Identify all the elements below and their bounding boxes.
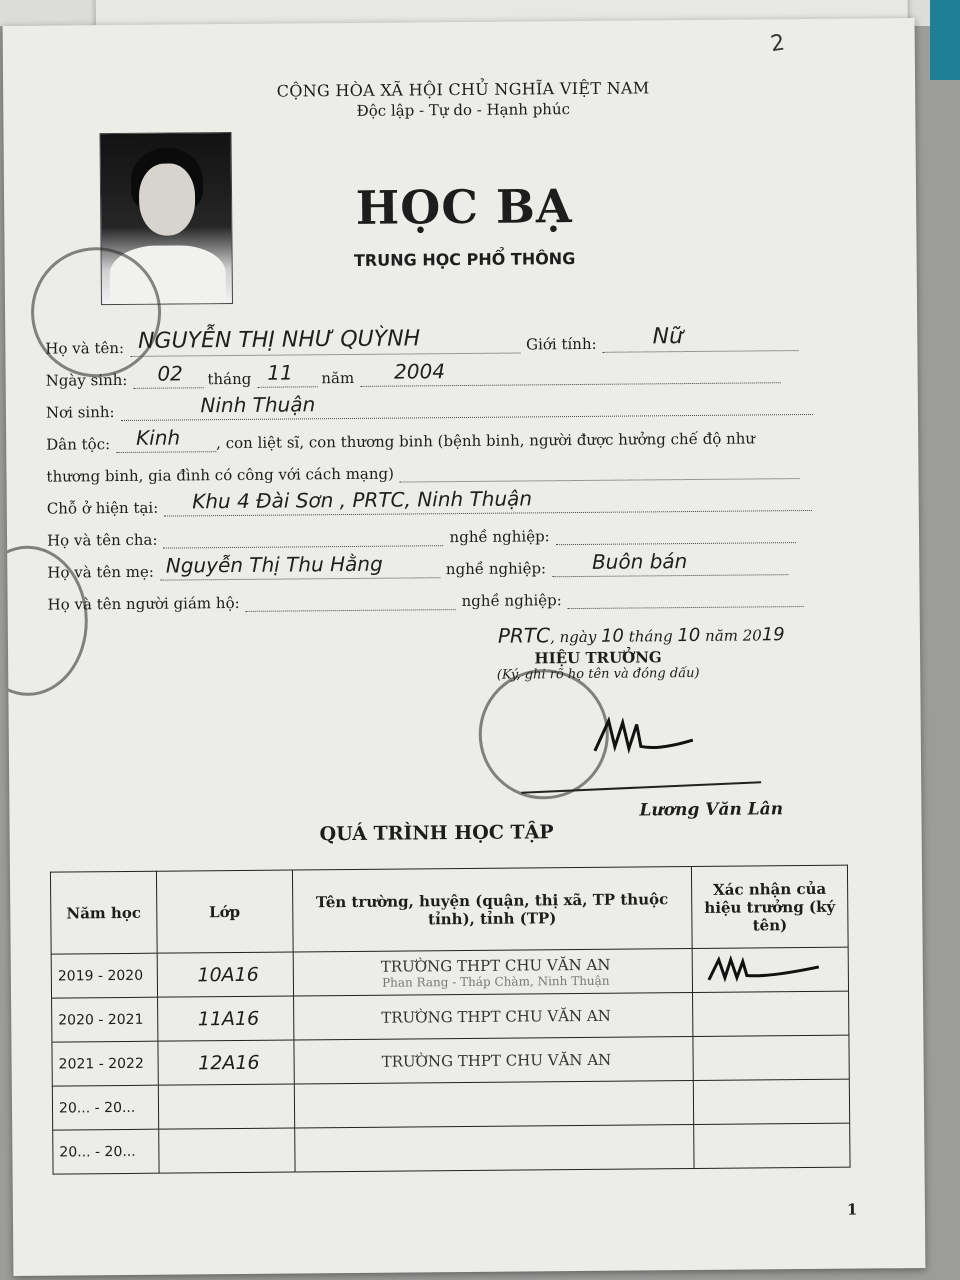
row-year: 20... - 20... bbox=[53, 1129, 159, 1174]
principal-block bbox=[448, 648, 748, 684]
ethnicity-row bbox=[46, 425, 756, 454]
nation-name: CỘNG HÒA XÃ HỘI CHỦ NGHĨA VIỆT NAM bbox=[276, 78, 650, 101]
birthplace-row bbox=[45, 392, 813, 422]
issue-year-label: năm 20 bbox=[705, 626, 762, 645]
row-class: 12A16 bbox=[158, 1040, 294, 1085]
row-class bbox=[158, 1084, 294, 1129]
issue-date-line bbox=[498, 621, 785, 648]
principal-note: (Ký, ghi rõ họ tên và đóng dấu) bbox=[496, 665, 700, 683]
table-row bbox=[52, 1079, 849, 1130]
national-motto: Độc lập - Tự do - Hạnh phúc bbox=[356, 100, 571, 120]
name-row bbox=[45, 324, 798, 358]
month-label: tháng bbox=[207, 369, 252, 389]
document-title: HỌC BẠ bbox=[355, 179, 573, 235]
header-school-year: Năm học bbox=[50, 871, 157, 954]
birthplace-label: Nơi sinh: bbox=[45, 403, 115, 422]
table-row bbox=[52, 1035, 849, 1086]
table-row bbox=[52, 991, 849, 1042]
row-year: 2020 - 2021 bbox=[52, 997, 158, 1042]
guardian-row bbox=[48, 589, 804, 614]
mother-field bbox=[160, 551, 440, 580]
dob-year-value: 2004 bbox=[394, 359, 446, 384]
mother-label: Họ và tên mẹ: bbox=[47, 562, 154, 582]
row-school-name: TRƯỜNG THPT CHU VĂN AN bbox=[381, 1050, 612, 1071]
father-occupation-label: nghề nghiệp: bbox=[449, 527, 550, 547]
header-school-name: Tên trường, huyện (quận, thị xã, TP thuộc tỉnh), tỉnh (TP) bbox=[292, 867, 692, 952]
document-subtitle: TRUNG HỌC PHỔ THÔNG bbox=[353, 249, 576, 270]
row-school bbox=[294, 1037, 694, 1084]
row-class bbox=[159, 1128, 295, 1173]
dob-month-field bbox=[257, 360, 317, 388]
table-row bbox=[51, 947, 848, 998]
ethnicity-value: Kinh bbox=[135, 425, 181, 450]
birthplace-field bbox=[120, 392, 812, 421]
header-class: Lớp bbox=[156, 870, 293, 953]
guardian-label: Họ và tên người giám hộ: bbox=[47, 593, 240, 614]
row-confirmation bbox=[692, 947, 848, 992]
background-object bbox=[930, 0, 960, 80]
issue-day: 10 bbox=[600, 625, 625, 647]
page-number: 1 bbox=[846, 1200, 858, 1219]
residence-row bbox=[46, 486, 813, 518]
mother-value: Nguyễn Thị Thu Hằng bbox=[165, 551, 383, 578]
corner-mark: 2 bbox=[768, 30, 787, 58]
row-signature bbox=[699, 950, 829, 985]
residence-field bbox=[164, 486, 812, 517]
name-value: NGUYỄN THỊ NHƯ QUỲNH bbox=[137, 326, 421, 354]
mother-occupation-value: Buôn bán bbox=[591, 549, 688, 574]
row-school bbox=[293, 949, 693, 996]
year-label: năm bbox=[321, 368, 355, 388]
gender-field bbox=[603, 324, 799, 353]
photo-seal-stamp bbox=[30, 247, 161, 378]
principal-signature bbox=[589, 710, 699, 761]
row-year: 2019 - 2020 bbox=[51, 953, 157, 998]
issue-month-label: tháng bbox=[628, 627, 673, 646]
dob-label: Ngày sinh: bbox=[45, 370, 128, 390]
row-school bbox=[293, 993, 693, 1040]
student-info-form bbox=[45, 309, 835, 614]
row-school bbox=[294, 1081, 694, 1128]
dob-month-value: 11 bbox=[267, 360, 293, 385]
row-school-name: TRƯỜNG THPT CHU VĂN AN bbox=[381, 1006, 611, 1027]
mother-row bbox=[47, 549, 788, 582]
issue-year: 19 bbox=[761, 624, 785, 646]
father-occupation-field bbox=[556, 525, 796, 545]
table-header-row bbox=[50, 865, 848, 954]
guardian-occupation-label: nghề nghiệp: bbox=[461, 591, 562, 611]
issue-day-label: , ngày bbox=[549, 627, 597, 647]
gender-value: Nữ bbox=[652, 324, 684, 350]
gender-label: Giới tính: bbox=[525, 334, 597, 354]
principal-name: Lương Văn Lân bbox=[639, 799, 784, 821]
father-field bbox=[163, 528, 443, 548]
ethnicity-note: , con liệt sĩ, con thương binh (bệnh binh, người được hưởng chế độ như bbox=[216, 429, 756, 453]
study-history-title: QUÁ TRÌNH HỌC TẬP bbox=[319, 821, 554, 846]
ethnicity-label: Dân tộc: bbox=[46, 435, 111, 454]
row-confirmation bbox=[693, 991, 849, 1036]
row-school-name: TRƯỜNG THPT CHU VĂN AN bbox=[380, 955, 611, 976]
row-confirmation bbox=[693, 1079, 849, 1124]
row-confirmation bbox=[693, 1035, 849, 1080]
row-year: 20... - 20... bbox=[52, 1085, 158, 1130]
dob-row bbox=[45, 359, 781, 390]
dob-day-value: 02 bbox=[157, 361, 183, 386]
ethnicity-field-2 bbox=[400, 461, 800, 482]
ethnicity-field bbox=[116, 425, 216, 453]
row-school-location: Phan Rang - Tháp Chàm, Ninh Thuận bbox=[381, 973, 610, 990]
name-label: Họ và tên: bbox=[45, 338, 125, 358]
header-principal-confirmation: Xác nhận của hiệu trưởng (ký tên) bbox=[691, 865, 848, 948]
father-label: Họ và tên cha: bbox=[46, 530, 158, 550]
record-book-page bbox=[3, 18, 926, 1276]
dob-year-field bbox=[360, 359, 780, 387]
issue-place: PRTC bbox=[497, 623, 551, 648]
ethnicity-row-2 bbox=[46, 461, 800, 486]
guardian-occupation-field bbox=[568, 589, 804, 609]
principal-role: HIỆU TRƯỞNG bbox=[534, 648, 662, 668]
row-class: 11A16 bbox=[157, 996, 293, 1041]
birthplace-value: Ninh Thuận bbox=[200, 392, 316, 418]
row-school bbox=[294, 1125, 694, 1172]
dob-day-field bbox=[133, 361, 203, 389]
father-row bbox=[47, 525, 796, 550]
row-year: 2021 - 2022 bbox=[52, 1041, 158, 1086]
study-history-table bbox=[50, 865, 851, 1175]
residence-label: Chỗ ở hiện tại: bbox=[46, 498, 159, 518]
name-field bbox=[130, 326, 520, 356]
row-confirmation bbox=[694, 1123, 850, 1168]
residence-value: Khu 4 Đài Sơn , PRTC, Ninh Thuận bbox=[192, 486, 533, 514]
guardian-field bbox=[246, 592, 456, 612]
mother-occupation-label: nghề nghiệp: bbox=[445, 559, 547, 579]
mother-occupation-field bbox=[552, 549, 788, 577]
issue-month: 10 bbox=[677, 624, 701, 647]
table-row bbox=[53, 1123, 850, 1174]
national-header bbox=[233, 78, 693, 121]
ethnicity-note-2: thương binh, gia đình có công với cách mạng) bbox=[46, 464, 395, 486]
row-class: 10A16 bbox=[157, 952, 293, 997]
